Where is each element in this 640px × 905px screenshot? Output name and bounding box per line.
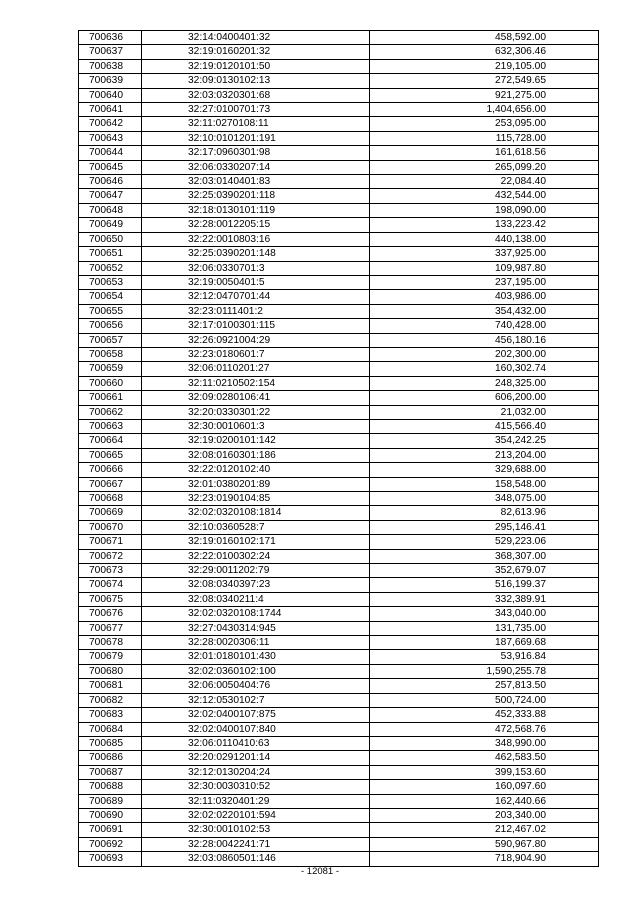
table-row	[79, 160, 599, 174]
cadastral-number-cell: 32:03:0140401:83	[142, 175, 370, 189]
table-row	[79, 275, 599, 289]
amount-cell: 343,040.00	[370, 607, 599, 621]
amount-cell: 348,075.00	[370, 492, 599, 506]
table-row	[79, 103, 599, 117]
record-id-cell: 700647	[79, 189, 142, 203]
cadastral-number-cell: 32:27:0100701:73	[142, 103, 370, 117]
amount-cell: 212,467.02	[370, 823, 599, 837]
cadastral-number-cell: 32:29:0011202:79	[142, 564, 370, 578]
page-number: - 12081 -	[300, 866, 340, 877]
amount-cell: 237,195.00	[370, 275, 599, 289]
cadastral-number-cell: 32:12:0470701:44	[142, 290, 370, 304]
record-id-cell: 700638	[79, 59, 142, 73]
table-row	[79, 117, 599, 131]
record-id-cell: 700641	[79, 103, 142, 117]
amount-cell: 632,306.46	[370, 45, 599, 59]
table-row	[79, 232, 599, 246]
amount-cell: 198,090.00	[370, 203, 599, 217]
amount-cell: 606,200.00	[370, 391, 599, 405]
table-row	[79, 175, 599, 189]
cadastral-number-cell: 32:20:0330301:22	[142, 405, 370, 419]
cadastral-number-cell: 32:09:0280106:41	[142, 391, 370, 405]
registry-table-body	[79, 31, 599, 867]
amount-cell: 115,728.00	[370, 131, 599, 145]
amount-cell: 213,204.00	[370, 448, 599, 462]
record-id-cell: 700681	[79, 679, 142, 693]
cadastral-number-cell: 32:23:0111401:2	[142, 304, 370, 318]
cadastral-number-cell: 32:14:0400401:32	[142, 31, 370, 45]
record-id-cell: 700646	[79, 175, 142, 189]
amount-cell: 253,095.00	[370, 117, 599, 131]
amount-cell: 131,735.00	[370, 621, 599, 635]
record-id-cell: 700683	[79, 708, 142, 722]
cadastral-number-cell: 32:12:0530102:7	[142, 693, 370, 707]
record-id-cell: 700691	[79, 823, 142, 837]
record-id-cell: 700659	[79, 362, 142, 376]
table-row	[79, 405, 599, 419]
table-row	[79, 419, 599, 433]
record-id-cell: 700675	[79, 592, 142, 606]
cadastral-number-cell: 32:25:0390201:148	[142, 247, 370, 261]
table-row	[79, 780, 599, 794]
table-row	[79, 837, 599, 851]
amount-cell: 354,432.00	[370, 304, 599, 318]
table-row	[79, 391, 599, 405]
amount-cell: 53,916.84	[370, 650, 599, 664]
record-id-cell: 700655	[79, 304, 142, 318]
record-id-cell: 700670	[79, 520, 142, 534]
table-row	[79, 852, 599, 866]
record-id-cell: 700660	[79, 376, 142, 390]
amount-cell: 368,307.00	[370, 549, 599, 563]
amount-cell: 472,568.76	[370, 722, 599, 736]
cadastral-number-cell: 32:30:0010601:3	[142, 419, 370, 433]
cadastral-number-cell: 32:02:0400107:840	[142, 722, 370, 736]
table-row	[79, 664, 599, 678]
amount-cell: 162,440.66	[370, 794, 599, 808]
record-id-cell: 700653	[79, 275, 142, 289]
table-row	[79, 736, 599, 750]
amount-cell: 133,223.42	[370, 218, 599, 232]
amount-cell: 529,223.06	[370, 535, 599, 549]
table-row	[79, 765, 599, 779]
record-id-cell: 700651	[79, 247, 142, 261]
amount-cell: 187,669.68	[370, 636, 599, 650]
record-id-cell: 700668	[79, 492, 142, 506]
record-id-cell: 700649	[79, 218, 142, 232]
cadastral-number-cell: 32:26:0921004:29	[142, 333, 370, 347]
amount-cell: 452,333.88	[370, 708, 599, 722]
amount-cell: 440,138.00	[370, 232, 599, 246]
cadastral-number-cell: 32:01:0180101:430	[142, 650, 370, 664]
amount-cell: 432,544.00	[370, 189, 599, 203]
amount-cell: 202,300.00	[370, 347, 599, 361]
cadastral-number-cell: 32:06:0110201:27	[142, 362, 370, 376]
table-row	[79, 448, 599, 462]
cadastral-number-cell: 32:06:0110410:63	[142, 736, 370, 750]
amount-cell: 1,404,656.00	[370, 103, 599, 117]
cadastral-number-cell: 32:02:0400107:875	[142, 708, 370, 722]
table-row	[79, 794, 599, 808]
cadastral-number-cell: 32:27:0430314:945	[142, 621, 370, 635]
table-row	[79, 636, 599, 650]
cadastral-number-cell: 32:11:0210502:154	[142, 376, 370, 390]
amount-cell: 219,105.00	[370, 59, 599, 73]
record-id-cell: 700661	[79, 391, 142, 405]
record-id-cell: 700687	[79, 765, 142, 779]
cadastral-number-cell: 32:01:0380201:89	[142, 477, 370, 491]
cadastral-number-cell: 32:28:0020306:11	[142, 636, 370, 650]
amount-cell: 158,548.00	[370, 477, 599, 491]
cadastral-number-cell: 32:28:0012205:15	[142, 218, 370, 232]
cadastral-number-cell: 32:23:0190104:85	[142, 492, 370, 506]
table-row	[79, 203, 599, 217]
amount-cell: 500,724.00	[370, 693, 599, 707]
record-id-cell: 700645	[79, 160, 142, 174]
record-id-cell: 700640	[79, 88, 142, 102]
table-row	[79, 578, 599, 592]
record-id-cell: 700677	[79, 621, 142, 635]
record-id-cell: 700684	[79, 722, 142, 736]
record-id-cell: 700652	[79, 261, 142, 275]
amount-cell: 329,688.00	[370, 463, 599, 477]
table-row	[79, 520, 599, 534]
record-id-cell: 700644	[79, 146, 142, 160]
record-id-cell: 700688	[79, 780, 142, 794]
record-id-cell: 700682	[79, 693, 142, 707]
amount-cell: 590,967.80	[370, 837, 599, 851]
table-row	[79, 463, 599, 477]
table-row	[79, 362, 599, 376]
record-id-cell: 700669	[79, 506, 142, 520]
table-row	[79, 679, 599, 693]
cadastral-number-cell: 32:02:0360102:100	[142, 664, 370, 678]
cadastral-number-cell: 32:17:0960301:98	[142, 146, 370, 160]
table-row	[79, 708, 599, 722]
table-row	[79, 808, 599, 822]
cadastral-number-cell: 32:17:0100301:115	[142, 319, 370, 333]
cadastral-number-cell: 32:03:0320301:68	[142, 88, 370, 102]
cadastral-number-cell: 32:11:0270108:11	[142, 117, 370, 131]
cadastral-number-cell: 32:19:0050401:5	[142, 275, 370, 289]
amount-cell: 257,813.50	[370, 679, 599, 693]
table-row	[79, 261, 599, 275]
cadastral-number-cell: 32:06:0330701:3	[142, 261, 370, 275]
cadastral-number-cell: 32:22:0120102:40	[142, 463, 370, 477]
cadastral-number-cell: 32:22:0010803:16	[142, 232, 370, 246]
amount-cell: 203,340.00	[370, 808, 599, 822]
record-id-cell: 700663	[79, 419, 142, 433]
amount-cell: 458,592.00	[370, 31, 599, 45]
amount-cell: 82,613.96	[370, 506, 599, 520]
amount-cell: 740,428.00	[370, 319, 599, 333]
cadastral-number-cell: 32:23:0180601:7	[142, 347, 370, 361]
table-row	[79, 621, 599, 635]
record-id-cell: 700643	[79, 131, 142, 145]
cadastral-number-cell: 32:12:0130204:24	[142, 765, 370, 779]
table-row	[79, 189, 599, 203]
amount-cell: 160,097.60	[370, 780, 599, 794]
cadastral-number-cell: 32:20:0291201:14	[142, 751, 370, 765]
amount-cell: 337,925.00	[370, 247, 599, 261]
table-row	[79, 535, 599, 549]
amount-cell: 332,389.91	[370, 592, 599, 606]
cadastral-number-cell: 32:09:0130102:13	[142, 74, 370, 88]
cadastral-number-cell: 32:28:0042241:71	[142, 837, 370, 851]
cadastral-number-cell: 32:19:0200101:142	[142, 434, 370, 448]
record-id-cell: 700692	[79, 837, 142, 851]
record-id-cell: 700642	[79, 117, 142, 131]
record-id-cell: 700654	[79, 290, 142, 304]
table-row	[79, 722, 599, 736]
cadastral-number-cell: 32:03:0860501:146	[142, 852, 370, 866]
table-row	[79, 45, 599, 59]
table-row	[79, 146, 599, 160]
amount-cell: 272,549.65	[370, 74, 599, 88]
amount-cell: 160,302.74	[370, 362, 599, 376]
record-id-cell: 700693	[79, 852, 142, 866]
record-id-cell: 700664	[79, 434, 142, 448]
amount-cell: 352,679.07	[370, 564, 599, 578]
record-id-cell: 700636	[79, 31, 142, 45]
amount-cell: 248,325.00	[370, 376, 599, 390]
table-row	[79, 549, 599, 563]
cadastral-number-cell: 32:10:0101201:191	[142, 131, 370, 145]
amount-cell: 265,099.20	[370, 160, 599, 174]
cadastral-number-cell: 32:02:0220101:594	[142, 808, 370, 822]
record-id-cell: 700679	[79, 650, 142, 664]
table-row	[79, 564, 599, 578]
record-id-cell: 700673	[79, 564, 142, 578]
record-id-cell: 700674	[79, 578, 142, 592]
record-id-cell: 700662	[79, 405, 142, 419]
record-id-cell: 700667	[79, 477, 142, 491]
table-row	[79, 347, 599, 361]
table-row	[79, 650, 599, 664]
cadastral-number-cell: 32:30:0010102:53	[142, 823, 370, 837]
record-id-cell: 700676	[79, 607, 142, 621]
table-row	[79, 751, 599, 765]
amount-cell: 456,180.16	[370, 333, 599, 347]
record-id-cell: 700637	[79, 45, 142, 59]
record-id-cell: 700658	[79, 347, 142, 361]
record-id-cell: 700680	[79, 664, 142, 678]
table-row	[79, 74, 599, 88]
table-row	[79, 218, 599, 232]
amount-cell: 354,242.25	[370, 434, 599, 448]
amount-cell: 348,990.00	[370, 736, 599, 750]
amount-cell: 516,199.37	[370, 578, 599, 592]
amount-cell: 399,153.60	[370, 765, 599, 779]
table-row	[79, 823, 599, 837]
table-row	[79, 319, 599, 333]
cadastral-number-cell: 32:06:0330207:14	[142, 160, 370, 174]
cadastral-number-cell: 32:19:0160102:171	[142, 535, 370, 549]
amount-cell: 921,275.00	[370, 88, 599, 102]
amount-cell: 21,032.00	[370, 405, 599, 419]
record-id-cell: 700672	[79, 549, 142, 563]
registry-table	[78, 30, 599, 867]
table-row	[79, 607, 599, 621]
cadastral-number-cell: 32:08:0340211:4	[142, 592, 370, 606]
cadastral-number-cell: 32:02:0320108:1814	[142, 506, 370, 520]
amount-cell: 295,146.41	[370, 520, 599, 534]
table-row	[79, 247, 599, 261]
cadastral-number-cell: 32:19:0160201:32	[142, 45, 370, 59]
table-row	[79, 88, 599, 102]
cadastral-number-cell: 32:08:0160301:186	[142, 448, 370, 462]
cadastral-number-cell: 32:11:0320401:29	[142, 794, 370, 808]
record-id-cell: 700686	[79, 751, 142, 765]
amount-cell: 1,590,255.78	[370, 664, 599, 678]
record-id-cell: 700685	[79, 736, 142, 750]
record-id-cell: 700650	[79, 232, 142, 246]
amount-cell: 462,583.50	[370, 751, 599, 765]
table-row	[79, 434, 599, 448]
table-row	[79, 59, 599, 73]
amount-cell: 403,986.00	[370, 290, 599, 304]
amount-cell: 109,987.80	[370, 261, 599, 275]
cadastral-number-cell: 32:18:0130101:119	[142, 203, 370, 217]
table-row	[79, 304, 599, 318]
cadastral-number-cell: 32:06:0050404:76	[142, 679, 370, 693]
amount-cell: 415,566.40	[370, 419, 599, 433]
table-row	[79, 31, 599, 45]
table-row	[79, 492, 599, 506]
amount-cell: 161,618.56	[370, 146, 599, 160]
table-row	[79, 376, 599, 390]
table-row	[79, 131, 599, 145]
cadastral-number-cell: 32:02:0320108:1744	[142, 607, 370, 621]
cadastral-number-cell: 32:22:0100302:24	[142, 549, 370, 563]
record-id-cell: 700657	[79, 333, 142, 347]
cadastral-number-cell: 32:08:0340397:23	[142, 578, 370, 592]
table-row	[79, 290, 599, 304]
table-row	[79, 506, 599, 520]
cadastral-number-cell: 32:10:0360528:7	[142, 520, 370, 534]
record-id-cell: 700678	[79, 636, 142, 650]
record-id-cell: 700666	[79, 463, 142, 477]
record-id-cell: 700639	[79, 74, 142, 88]
cadastral-number-cell: 32:30:0030310:52	[142, 780, 370, 794]
record-id-cell: 700671	[79, 535, 142, 549]
table-row	[79, 592, 599, 606]
cadastral-number-cell: 32:19:0120101:50	[142, 59, 370, 73]
table-row	[79, 693, 599, 707]
amount-cell: 718,904.90	[370, 852, 599, 866]
record-id-cell: 700648	[79, 203, 142, 217]
record-id-cell: 700665	[79, 448, 142, 462]
record-id-cell: 700656	[79, 319, 142, 333]
record-id-cell: 700689	[79, 794, 142, 808]
amount-cell: 22,084.40	[370, 175, 599, 189]
table-row	[79, 333, 599, 347]
table-row	[79, 477, 599, 491]
cadastral-number-cell: 32:25:0390201:118	[142, 189, 370, 203]
record-id-cell: 700690	[79, 808, 142, 822]
